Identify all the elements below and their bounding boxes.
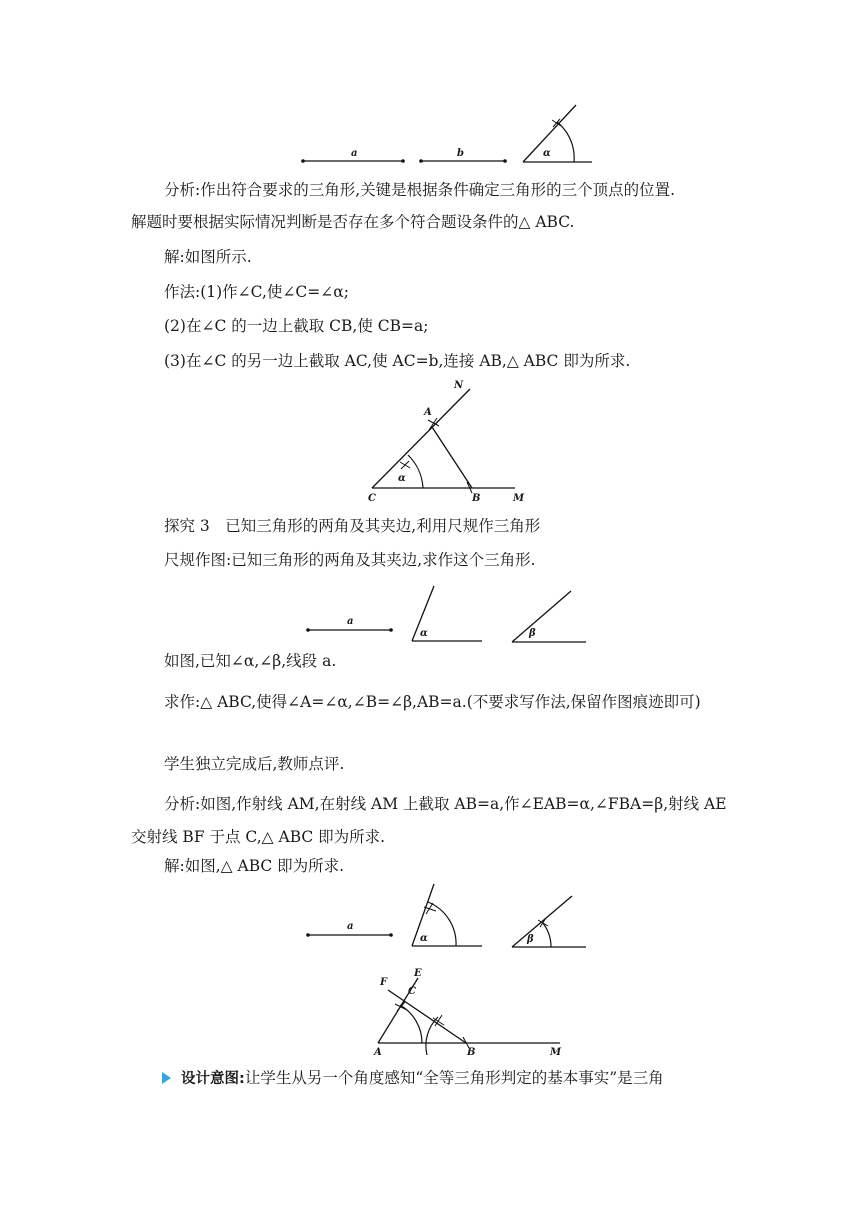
given-statement: 如图,已知∠α,∠β,线段 a. [164, 652, 337, 670]
segment-b-label: b [457, 148, 464, 159]
alpha-label: α [420, 628, 428, 639]
ray-cn [372, 389, 470, 488]
design-intent-text: 让学生从另一个角度感知“全等三角形判定的基本事实”是三角 [244, 1069, 664, 1087]
beta-side [512, 591, 571, 642]
construction-arc [408, 455, 423, 488]
segment-a-label: a [347, 616, 354, 627]
segment-a-label: a [351, 148, 358, 159]
alpha-label: α [420, 933, 428, 944]
label-a: A [424, 407, 432, 418]
figure-given-asa [300, 585, 600, 647]
student-note: 学生独立完成后,教师点评. [164, 755, 345, 773]
label-a: A [374, 1047, 382, 1058]
play-triangle-icon [162, 1072, 171, 1084]
task-statement: 尺规作图:已知三角形的两角及其夹边,求作这个三角形. [164, 551, 536, 569]
label-m: M [550, 1047, 562, 1058]
figure-construction-sas [360, 375, 540, 505]
figure-asa-with-arcs [300, 880, 600, 950]
label-alpha: α [398, 473, 406, 484]
required-statement: 求作:△ ABC,使得∠A=∠α,∠B=∠β,AB=a.(不要求写作法,保留作图痕迹即可) [164, 693, 701, 711]
segment-a-label: a [347, 921, 354, 932]
label-n: N [454, 380, 464, 391]
beta-label: β [529, 628, 536, 639]
figure-given-sides-angle [295, 100, 595, 170]
analysis-1-line-2: 解题时要根据实际情况判断是否存在多个符合题设条件的△ ABC. [131, 213, 575, 231]
label-e: E [414, 968, 422, 979]
label-m: M [513, 493, 525, 504]
analysis-1-line-1: 分析:作出符合要求的三角形,关键是根据条件确定三角形的三个顶点的位置. [164, 181, 676, 199]
figure-construction-asa [360, 955, 580, 1063]
analysis-2: 分析:如图,作射线 AM,在射线 AM 上截取 AB=a,作∠EAB=α,∠FBA=β,射线 AE 交射线 BF 于点 C,△ ABC 即为所求. [131, 795, 727, 846]
beta-arc [542, 922, 551, 947]
angle-alpha-label: α [543, 148, 551, 159]
segment-ab [432, 427, 472, 488]
label-f: F [380, 977, 388, 988]
explore-3-heading: 探究 3 已知三角形的两角及其夹边,利用尺规作三角形 [164, 517, 541, 535]
step-3: (3)在∠C 的另一边上截取 AC,使 AC=b,连接 AB,△ ABC 即为所求. [164, 352, 631, 370]
beta-side [512, 896, 572, 947]
label-c: C [368, 493, 376, 504]
design-intent-label: 设计意图: [181, 1071, 245, 1087]
beta-label: β [527, 934, 534, 945]
step-2: (2)在∠C 的一边上截取 CB,使 CB=a; [164, 317, 429, 335]
label-c: C [408, 986, 416, 997]
design-intent [162, 1067, 664, 1090]
label-b: B [472, 493, 481, 504]
step-1: 作法:(1)作∠C,使∠C=∠α; [164, 283, 349, 301]
angle-arc [557, 122, 574, 162]
solution-2: 解:如图,△ ABC 即为所求. [164, 857, 345, 875]
solution-1: 解:如图所示. [164, 248, 252, 266]
alpha-arc [428, 902, 456, 946]
label-b: B [467, 1047, 476, 1058]
